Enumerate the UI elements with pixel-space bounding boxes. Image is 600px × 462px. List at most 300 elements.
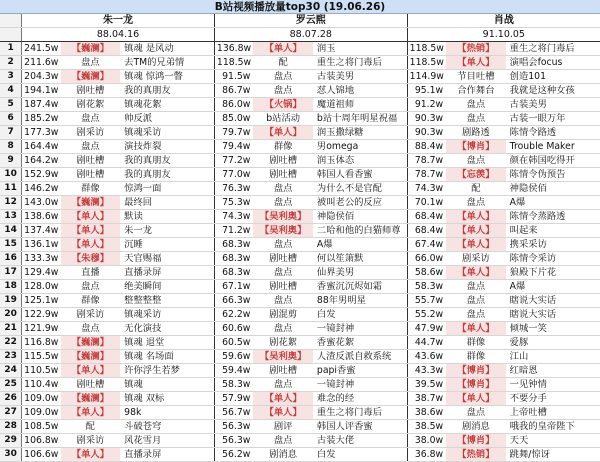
play-count: 204.3w [22,70,61,84]
table-row [0,126,600,140]
video-title: 整整整整 [120,294,214,308]
category-tag: 盘点 [253,294,313,308]
video-title: 瞎说大实话 [506,308,600,322]
video-title: 我的真朋友 [120,154,214,168]
play-count: 44.7w [407,336,446,350]
row-number: 22 [0,336,22,350]
category-tag: 【单人】 [446,224,506,238]
table-row [0,266,600,280]
play-count: 43.6w [407,350,446,364]
video-title: 一镜封神 [313,378,407,392]
video-title: 镇魂 退堂 [120,336,214,350]
category-tag: 群像 [446,350,506,364]
video-title: 一镜封神 [313,322,407,336]
table-row [0,252,600,266]
video-title: 镇魂 名场面 [120,350,214,364]
video-title: 镇魂采访 [120,126,214,140]
category-tag: 盘点 [446,280,506,294]
video-title: 镇魂采访 [120,308,214,322]
category-tag: 【博肖】 [446,364,506,378]
category-tag: 【单人】 [446,322,506,336]
category-tag: 【吴利奥】 [253,210,313,224]
category-tag: 盘点 [61,112,121,126]
play-count: 122.9w [22,308,61,322]
category-tag: 合作舞台 [446,84,506,98]
category-tag: 剧吐槽 [61,154,121,168]
play-count: 55.2w [407,308,446,322]
video-title: 仙界美男 [313,266,407,280]
video-title: 古装一眼万年 [506,112,600,126]
category-tag: 剧消息 [253,448,313,462]
play-count: 146.2w [22,182,61,196]
video-title: 润玉撒绿糖 [313,126,407,140]
category-tag: 【巍澜】 [61,70,121,84]
category-tag: 【单人】 [253,406,313,420]
category-tag: 【单人】 [61,224,121,238]
video-title: 镇魂 [120,378,214,392]
category-tag: 盘点 [253,378,313,392]
video-title: 最终回 [120,196,214,210]
play-count: 118.5w [214,56,253,70]
category-tag: 配 [61,420,121,434]
corner-cell [0,28,22,42]
category-tag: 【单人】 [253,42,313,56]
table-row [0,294,600,308]
category-tag: 盘点 [253,196,313,210]
play-count: 67.1w [214,280,253,294]
play-count: 74.3w [214,210,253,224]
table-row [0,420,600,434]
video-title: 镇魂花絮 [120,98,214,112]
play-count: 133.3w [22,252,61,266]
row-number: 13 [0,210,22,224]
category-tag: 剧吐槽 [61,168,121,182]
category-tag: 剧路透 [446,126,506,140]
play-count: 108.5w [22,420,61,434]
play-count: 88.4w [407,140,446,154]
table-row [0,322,600,336]
play-count: 128.0w [22,280,61,294]
play-count: 85.0w [214,112,253,126]
video-title: 魔道祖师 [313,98,407,112]
play-count: 59.6w [214,350,253,364]
category-tag: 【单人】 [61,364,121,378]
video-title: 神隐侯佰 [313,210,407,224]
play-count: 59.4w [214,364,253,378]
video-title: 红暗恩 [506,364,600,378]
category-tag: 群像 [446,336,506,350]
table-row [0,392,600,406]
video-title: 上帝吐槽 [506,406,600,420]
video-title: b站十周年明星祝福 [313,112,407,126]
category-tag: 配 [253,56,313,70]
category-tag: 盘点 [61,322,121,336]
play-count: 185.2w [22,112,61,126]
row-number: 2 [0,56,22,70]
play-count: 66.0w [407,252,446,266]
category-tag: 【巍澜】 [61,42,121,56]
video-title: 哦我的皇帝陛下 [506,420,600,434]
category-tag: 盘点 [253,182,313,196]
category-tag: 剧花絮 [253,336,313,350]
video-title: 去TM的兄弟情 [120,56,214,70]
row-number: 21 [0,322,22,336]
play-count: 106.8w [22,434,61,448]
video-title: 润玉 [313,42,407,56]
category-tag: 【单人】 [61,406,121,420]
video-title: 演技炸裂 [120,140,214,154]
play-count: 62.2w [214,308,253,322]
row-number: 24 [0,364,22,378]
video-title: 古装美男 [506,98,600,112]
play-count: 91.5w [214,70,253,84]
category-tag: 【单人】 [61,210,121,224]
table-row [0,70,600,84]
video-title: A爆 [313,238,407,252]
video-title: 我的真朋友 [120,168,214,182]
video-title: 一见钟情 [506,378,600,392]
video-title: 二哈和他的白猫师尊 [313,224,407,238]
row-number: 16 [0,252,22,266]
video-title: 陈情令路透 [506,126,600,140]
table-row [0,238,600,252]
category-tag: 盘点 [253,84,313,98]
video-title: 重生之将门毒后 [313,56,407,70]
category-tag: 剧混剪 [253,308,313,322]
row-number: 10 [0,168,22,182]
video-title: 镇魂 是风动 [120,42,214,56]
column-date: 88.07.28 [214,28,407,42]
video-title: 瞎说大实话 [506,294,600,308]
play-count: 76.3w [214,182,253,196]
category-tag: 【单人】 [61,448,121,462]
play-count: 56.2w [214,448,253,462]
category-tag: 【巍澜】 [61,350,121,364]
play-count: 143.0w [22,196,61,210]
category-tag: 【吴利奥】 [253,224,313,238]
video-title: 陈情令伪预告 [506,168,600,182]
play-count: 38.6w [407,406,446,420]
column-name: 朱一龙 [22,14,215,28]
column-date: 91.10.05 [407,28,600,42]
table-row [0,98,600,112]
row-number: 11 [0,182,22,196]
play-count: 56.3w [214,420,253,434]
table-row [0,56,600,70]
video-title: papi香蜜 [313,364,407,378]
category-tag: 剧吐槽 [253,252,313,266]
play-count: 106.6w [22,448,61,462]
category-tag: 盘点 [446,98,506,112]
play-count: 68.3w [214,252,253,266]
video-title: 创造101 [506,70,600,84]
play-count: 194.1w [22,84,61,98]
play-count: 67.4w [407,238,446,252]
play-count: 78.7w [407,154,446,168]
category-tag: 【单人】 [61,238,121,252]
table-row [0,308,600,322]
video-title: 江山 [506,350,600,364]
play-count: 129.4w [22,266,61,280]
video-title: 叫起来 [506,224,600,238]
play-count: 136.8w [214,42,253,56]
play-count: 90.3w [407,126,446,140]
row-number: 14 [0,224,22,238]
video-title: 为什么不是官配 [313,182,407,196]
table-row [0,434,600,448]
play-count: 60.5w [214,336,253,350]
video-title: 陈情令采访 [506,252,600,266]
row-number: 28 [0,420,22,434]
category-tag: 【博肖】 [446,140,506,154]
category-tag: 盘点 [446,154,506,168]
video-title: 默读 [120,210,214,224]
category-tag: 【单人】 [446,56,506,70]
video-title: 倾城一笑 [506,322,600,336]
video-title: 镇魂 惊鸿一瞥 [120,70,214,84]
row-number: 27 [0,406,22,420]
video-title: A爆 [506,280,600,294]
video-title: 88年男明星 [313,294,407,308]
play-count: 91.2w [407,98,446,112]
play-count: 55.7w [407,294,446,308]
play-count: 241.5w [22,42,61,56]
table-row [0,140,600,154]
table-row [0,84,600,98]
category-tag: 剧吐槽 [253,154,313,168]
row-number: 30 [0,448,22,462]
category-tag: 盘点 [446,196,506,210]
video-title: 爱豚 [506,336,600,350]
play-count: 90.3w [407,112,446,126]
play-count: 109.0w [22,406,61,420]
video-title: 男omega [313,140,407,154]
play-count: 38.0w [407,434,446,448]
video-title: 重生之将门毒后 [506,42,600,56]
play-count: 116.8w [22,336,61,350]
video-title: 人渣反派自救系统 [313,350,407,364]
video-title: 绝美瞬间 [120,280,214,294]
category-tag: 剧采访 [61,434,121,448]
play-count: 121.9w [22,322,61,336]
video-title: 香蜜花絮 [313,336,407,350]
table-row [0,336,600,350]
play-count: 68.4w [407,224,446,238]
table-row [0,168,600,182]
table-row [0,42,600,56]
row-number: 20 [0,308,22,322]
video-title: 朱一龙 [120,224,214,238]
category-tag: 【单人】 [253,392,313,406]
category-tag: 【巍澜】 [61,336,121,350]
row-number: 4 [0,84,22,98]
category-tag: 剧吐槽 [253,168,313,182]
video-title: 白发 [313,448,407,462]
category-tag: b站活动 [253,112,313,126]
row-number: 8 [0,140,22,154]
play-count: 60.6w [214,322,253,336]
video-title: 惊鸿一面 [120,182,214,196]
category-tag: 【单人】 [253,126,313,140]
play-count: 110.4w [22,378,61,392]
name-header-row [0,14,600,28]
category-tag: 群像 [61,294,121,308]
video-title: 不要分手 [506,392,600,406]
table-row [0,378,600,392]
category-tag: 盘点 [446,406,506,420]
play-count: 110.5w [22,364,61,378]
category-tag: 剧吐槽 [61,378,121,392]
play-count: 137.4w [22,224,61,238]
table-row [0,154,600,168]
play-count: 187.4w [22,98,61,112]
table-row [0,112,600,126]
play-count: 66.3w [214,294,253,308]
video-title: 被叫老公的反应 [313,196,407,210]
play-count: 114.9w [407,70,446,84]
play-count: 125.1w [22,294,61,308]
date-header-row [0,28,600,42]
table-row [0,280,600,294]
video-title: Trouble Maker [506,140,600,154]
play-count: 177.3w [22,126,61,140]
category-tag: 【博肖】 [446,434,506,448]
video-title: 跳舞/惊讶 [506,448,600,462]
table-row [0,364,600,378]
table-row [0,196,600,210]
play-count: 78.7w [407,168,446,182]
video-title: 怼人锦地 [313,84,407,98]
play-count: 136.1w [22,238,61,252]
play-count: 75.3w [214,196,253,210]
category-tag: 剧采访 [61,126,121,140]
video-title: 演唱会focus [506,56,600,70]
table-row [0,448,600,462]
category-tag: 盘点 [253,238,313,252]
play-count: 115.5w [22,350,61,364]
category-tag: 直播 [61,266,121,280]
play-count: 39.5w [407,378,446,392]
play-count: 68.3w [214,238,253,252]
category-tag: 盘点 [446,112,506,126]
category-tag: 盘点 [446,308,506,322]
row-number: 9 [0,154,22,168]
table-row [0,182,600,196]
play-count: 38.5w [407,420,446,434]
play-count: 211.6w [22,56,61,70]
category-tag: 【朱穆】 [61,252,121,266]
play-count: 56.7w [214,406,253,420]
play-count: 86.0w [214,98,253,112]
video-title: 风花雪月 [120,434,214,448]
video-title: 古装大佬 [313,434,407,448]
category-tag: 剧评 [253,420,313,434]
play-count: 77.2w [214,154,253,168]
video-title: 我的真朋友 [120,84,214,98]
video-title: 韩国人看香蜜 [313,168,407,182]
play-count: 118.5w [407,42,446,56]
row-number: 5 [0,98,22,112]
play-count: 68.4w [407,210,446,224]
row-number: 25 [0,378,22,392]
category-tag: 群像 [253,140,313,154]
play-count: 152.9w [22,168,61,182]
video-title: 润玉体态 [313,154,407,168]
video-title: 狼殿下片花 [506,266,600,280]
category-tag: 【巍澜】 [61,196,121,210]
video-title: 难念的经 [313,392,407,406]
table-row [0,224,600,238]
video-title: 沉睡 [120,238,214,252]
play-count: 70.1w [407,196,446,210]
row-number: 6 [0,112,22,126]
video-title: 我就是这种女孩 [506,84,600,98]
category-tag: 【单人】 [446,392,506,406]
video-title: 古装美男 [313,70,407,84]
category-tag: 剧吐槽 [253,280,313,294]
row-number: 1 [0,42,22,56]
play-count: 43.3w [407,364,446,378]
category-tag: 群像 [61,182,121,196]
row-number: 3 [0,70,22,84]
row-number: 26 [0,392,22,406]
play-count: 74.3w [407,182,446,196]
category-tag: 【忘羡】 [446,168,506,182]
video-title: 直播录屏 [120,266,214,280]
video-title: 帅反派 [120,112,214,126]
play-count: 138.6w [22,210,61,224]
category-tag: 盘点 [61,280,121,294]
play-count: 58.6w [407,266,446,280]
play-count: 58.3w [407,280,446,294]
category-tag: 盘点 [253,322,313,336]
ranking-table [0,14,600,462]
play-count: 86.7w [214,84,253,98]
row-number: 18 [0,280,22,294]
category-tag: 【吴利奥】 [253,350,313,364]
play-count: 95.1w [407,84,446,98]
row-number: 23 [0,350,22,364]
play-count: 56.3w [214,434,253,448]
category-tag: 【博肖】 [446,378,506,392]
row-number: 19 [0,294,22,308]
video-title: 香蜜沉沉烬如霜 [313,280,407,294]
category-tag: 盘点 [253,266,313,280]
category-tag: 【单人】 [446,238,506,252]
play-count: 36.8w [407,448,446,462]
category-tag: 【单人】 [446,210,506,224]
play-count: 109.0w [22,392,61,406]
category-tag: 配 [446,182,506,196]
category-tag: 剧吐槽 [253,364,313,378]
video-title: 何以笙箫默 [313,252,407,266]
category-tag: 【热销】 [446,448,506,462]
category-tag: 盘点 [253,434,313,448]
play-count: 71.2w [214,224,253,238]
video-title: 天官赐福 [120,252,214,266]
video-title: 神隐侯佰 [506,182,600,196]
category-tag: 盘点 [61,56,121,70]
sheet-title: B站视频播放量top30 (19.06.26) [0,0,600,14]
category-tag: 【单人】 [446,266,506,280]
column-name: 罗云熙 [214,14,407,28]
video-title: 98k [120,406,214,420]
row-number: 12 [0,196,22,210]
play-count: 58.3w [214,378,253,392]
table-row [0,350,600,364]
play-count: 77.0w [214,168,253,182]
column-name: 肖战 [407,14,600,28]
